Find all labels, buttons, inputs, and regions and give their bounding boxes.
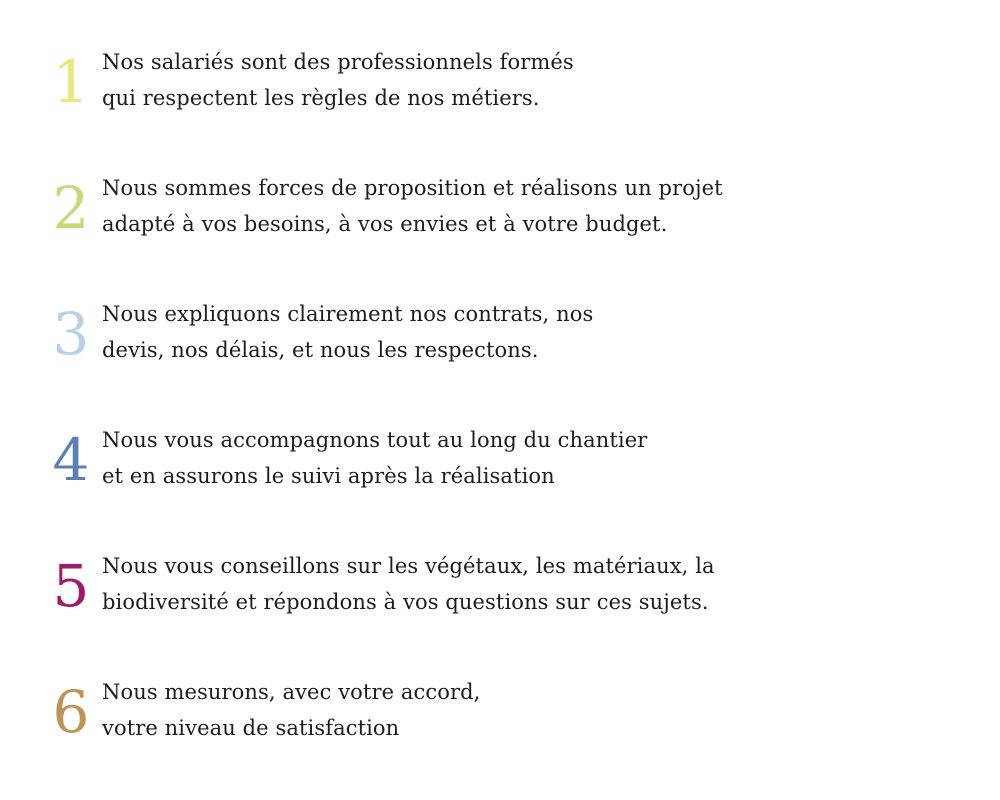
item-text — [102, 422, 647, 494]
list-item — [40, 422, 1000, 494]
item-number: 5 — [52, 552, 90, 620]
list-item — [40, 548, 1000, 620]
item-text-line1: Nous mesurons, avec votre accord, — [102, 680, 481, 704]
item-text-line2: adapté à vos besoins, à vos envies et à votre budget. — [102, 212, 668, 236]
item-text-line1: Nous sommes forces de proposition et réalisons un projet — [102, 176, 723, 200]
item-number: 2 — [52, 174, 90, 242]
item-text-line2: qui respectent les règles de nos métiers. — [102, 86, 540, 110]
item-text-line2: votre niveau de satisfaction — [102, 716, 400, 740]
item-text-line2: devis, nos délais, et nous les respectons. — [102, 338, 539, 362]
list-item — [40, 44, 1000, 116]
item-text — [102, 170, 723, 242]
item-text — [102, 296, 593, 368]
item-text — [102, 548, 715, 620]
item-number: 6 — [52, 678, 90, 746]
list-item — [40, 296, 1000, 368]
item-text-line2: biodiversité et répondons à vos questions sur ces sujets. — [102, 590, 709, 614]
item-number: 3 — [52, 300, 90, 368]
item-text-line1: Nous vous conseillons sur les végétaux, les matériaux, la — [102, 554, 715, 578]
item-number: 1 — [52, 48, 90, 116]
item-text-line1: Nous vous accompagnons tout au long du chantier — [102, 428, 648, 452]
item-text-line2: et en assurons le suivi après la réalisation — [102, 464, 555, 488]
item-text — [102, 44, 574, 116]
list-item — [40, 674, 1000, 746]
item-text-line1: Nous expliquons clairement nos contrats, nos — [102, 302, 594, 326]
item-text-line1: Nos salariés sont des professionnels formés — [102, 50, 574, 74]
item-text — [102, 674, 480, 746]
list-item — [40, 170, 1000, 242]
item-number: 4 — [52, 426, 90, 494]
